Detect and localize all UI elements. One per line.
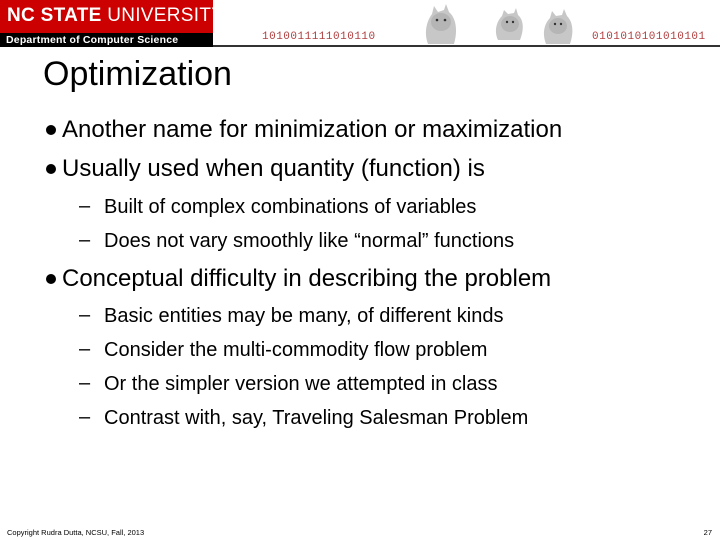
bullet-dot-icon <box>46 125 56 135</box>
sub-bullet-item <box>79 195 477 219</box>
dash-icon: – <box>79 406 91 428</box>
binary-decoration-right: 0101010101010101 <box>592 31 706 43</box>
sub-bullet-item <box>79 406 529 430</box>
header-banner <box>0 0 720 52</box>
sub-bullet-text: Contrast with, say, Traveling Salesman Problem <box>104 407 529 429</box>
sub-bullet-text: Basic entities may be many, of different kinds <box>104 305 504 327</box>
sub-bullet-text: Built of complex combinations of variables <box>104 196 477 218</box>
dash-icon: – <box>79 372 91 394</box>
sub-bullet-text: Consider the multi-commodity flow problem <box>104 339 488 361</box>
sub-bullet-item <box>79 372 498 396</box>
sub-bullet-item <box>79 229 515 253</box>
university-name-part2: UNIVERSITY <box>107 5 225 26</box>
bullet-dot-icon <box>46 164 56 174</box>
sub-bullet-item <box>79 338 488 362</box>
bullet-item <box>62 265 551 293</box>
bullet-text: Conceptual difficulty in describing the problem <box>62 265 552 292</box>
university-name-part1: NC STATE <box>7 5 102 26</box>
sub-bullet-text: Or the simpler version we attempted in class <box>104 373 498 395</box>
bullet-item <box>62 116 562 144</box>
wolf-pack-icon <box>410 0 590 48</box>
bullet-text: Another name for minimization or maximization <box>62 116 563 143</box>
university-logo <box>7 5 224 27</box>
dash-icon: – <box>79 304 91 326</box>
binary-decoration-left: 1010011111010110 <box>262 31 376 43</box>
sub-bullet-item <box>79 304 504 328</box>
bullet-item <box>62 155 485 183</box>
department-name: Department of Computer Science <box>6 34 179 46</box>
bullet-dot-icon <box>46 274 56 284</box>
sub-bullet-text: Does not vary smoothly like “normal” functions <box>104 230 515 252</box>
copyright-notice: Copyright Rudra Dutta, NCSU, Fall, 2013 <box>7 528 145 537</box>
dash-icon: – <box>79 229 91 251</box>
slide-title: Optimization <box>43 55 232 93</box>
dash-icon: – <box>79 195 91 217</box>
bullet-text: Usually used when quantity (function) is <box>62 155 485 182</box>
dash-icon: – <box>79 338 91 360</box>
page-number: 27 <box>703 528 712 537</box>
